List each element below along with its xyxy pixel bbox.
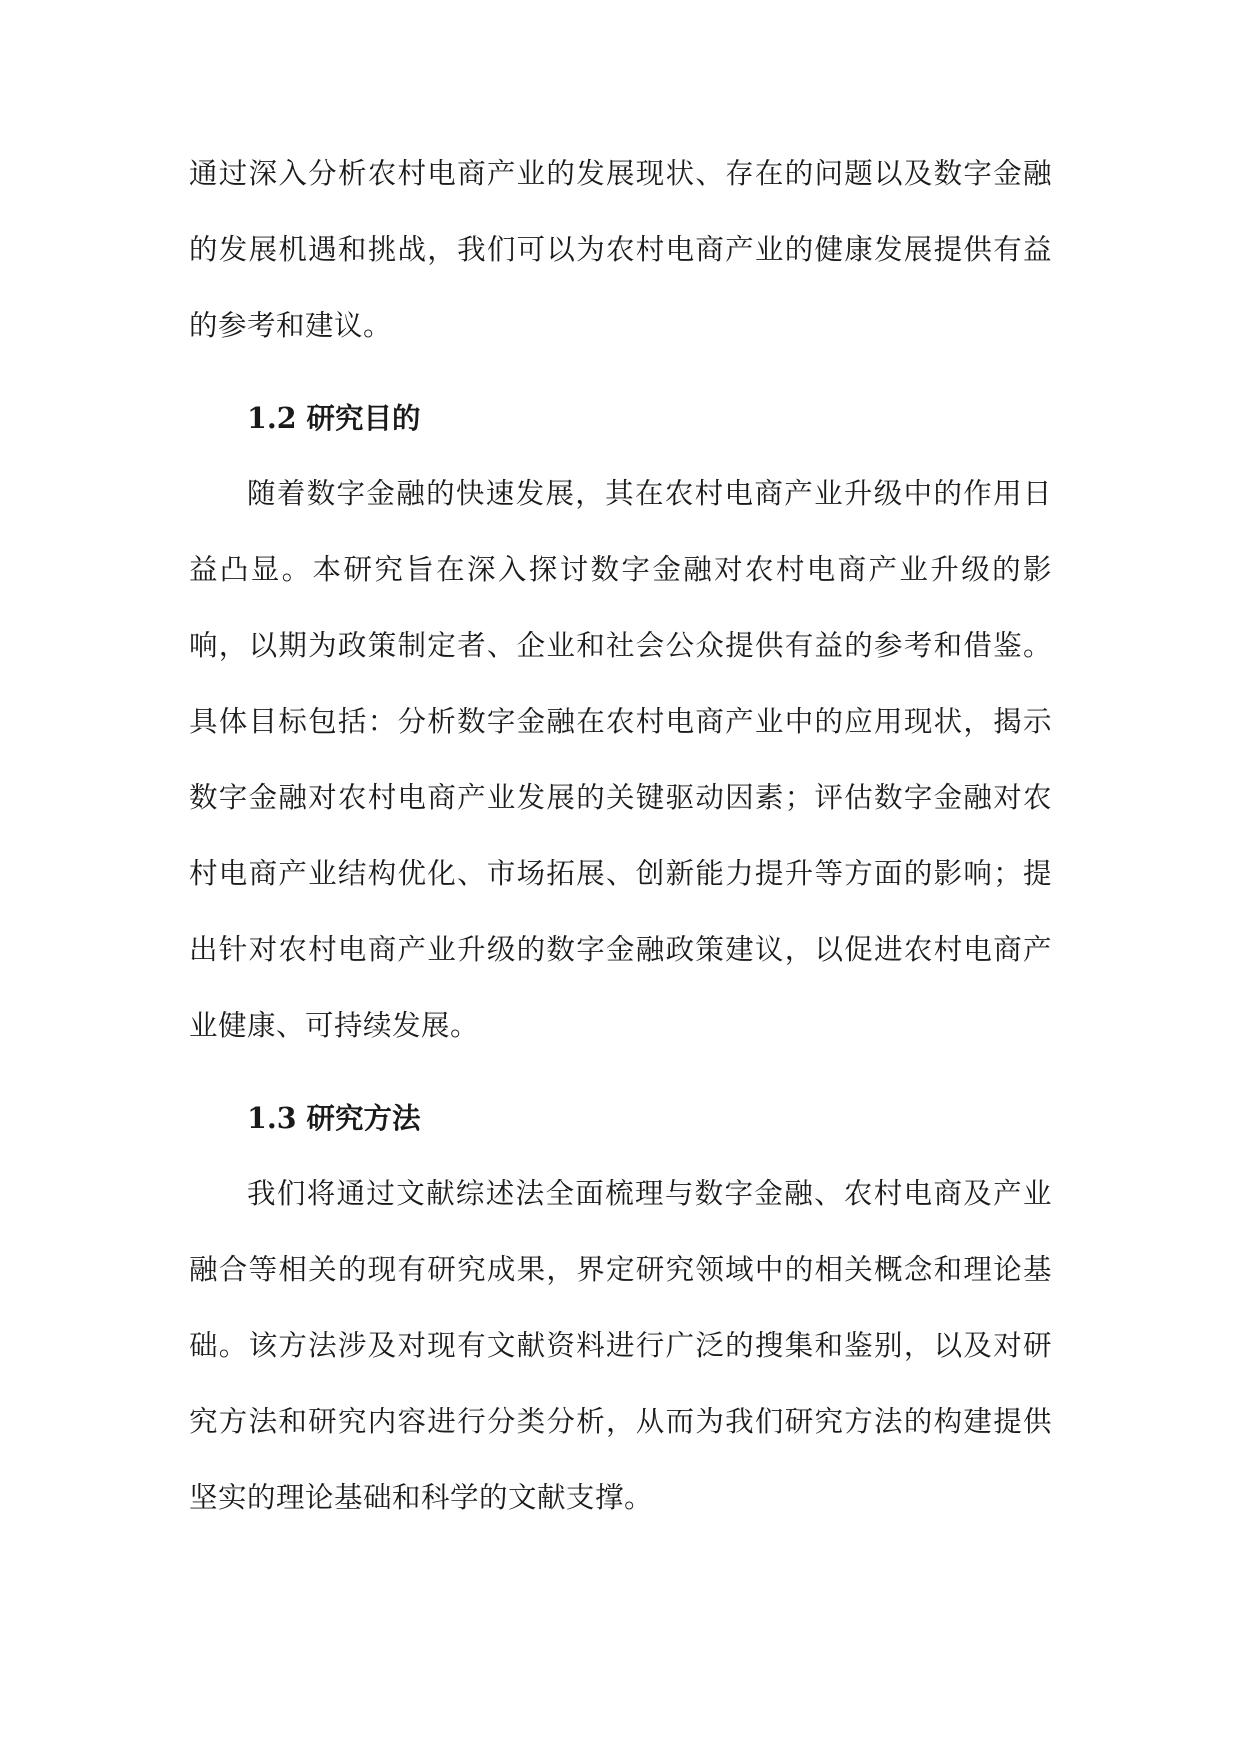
intro-paragraph: 通过深入分析农村电商产业的发展现状、存在的问题以及数字金融的发展机遇和挑战，我们可以为农村电商产业的健康发展提供有益的参考和建议。: [189, 157, 1052, 342]
section-heading-1-3: 1.3 研究方法: [247, 1101, 421, 1135]
research-purpose-paragraph: 随着数字金融的快速发展，其在农村电商产业升级中的作用日益凸显。本研究旨在深入探讨数字金融对农村电商产业升级的影响，以期为政策制定者、企业和社会公众提供有益的参考和借鉴。具体目标包括：分析数字金融在农村电商产业中的应用现状，揭示数字金融对农村电商产业发展的关键驱动因素；评估数字金融对农村电商产业结构优化、市场拓展、创新能力提升等方面的影响；提出针对农村电商产业升级的数字金融政策建议，以促进农村电商产业健康、可持续发展。: [189, 477, 1052, 1042]
section-heading-1-2: 1.2 研究目的: [247, 401, 421, 435]
section-spacer: [189, 364, 1052, 380]
page-content: [189, 136, 1052, 1536]
research-method-paragraph: 我们将通过文献综述法全面梳理与数字金融、农村电商及产业融合等相关的现有研究成果，界定研究领域中的相关概念和理论基础。该方法涉及对现有文献资料进行广泛的搜集和鉴别，以及对研究方法和研究内容进行分类分析，从而为我们研究方法的构建提供坚实的理论基础和科学的文献支撑。: [189, 1177, 1052, 1514]
section-spacer: [189, 1064, 1052, 1080]
